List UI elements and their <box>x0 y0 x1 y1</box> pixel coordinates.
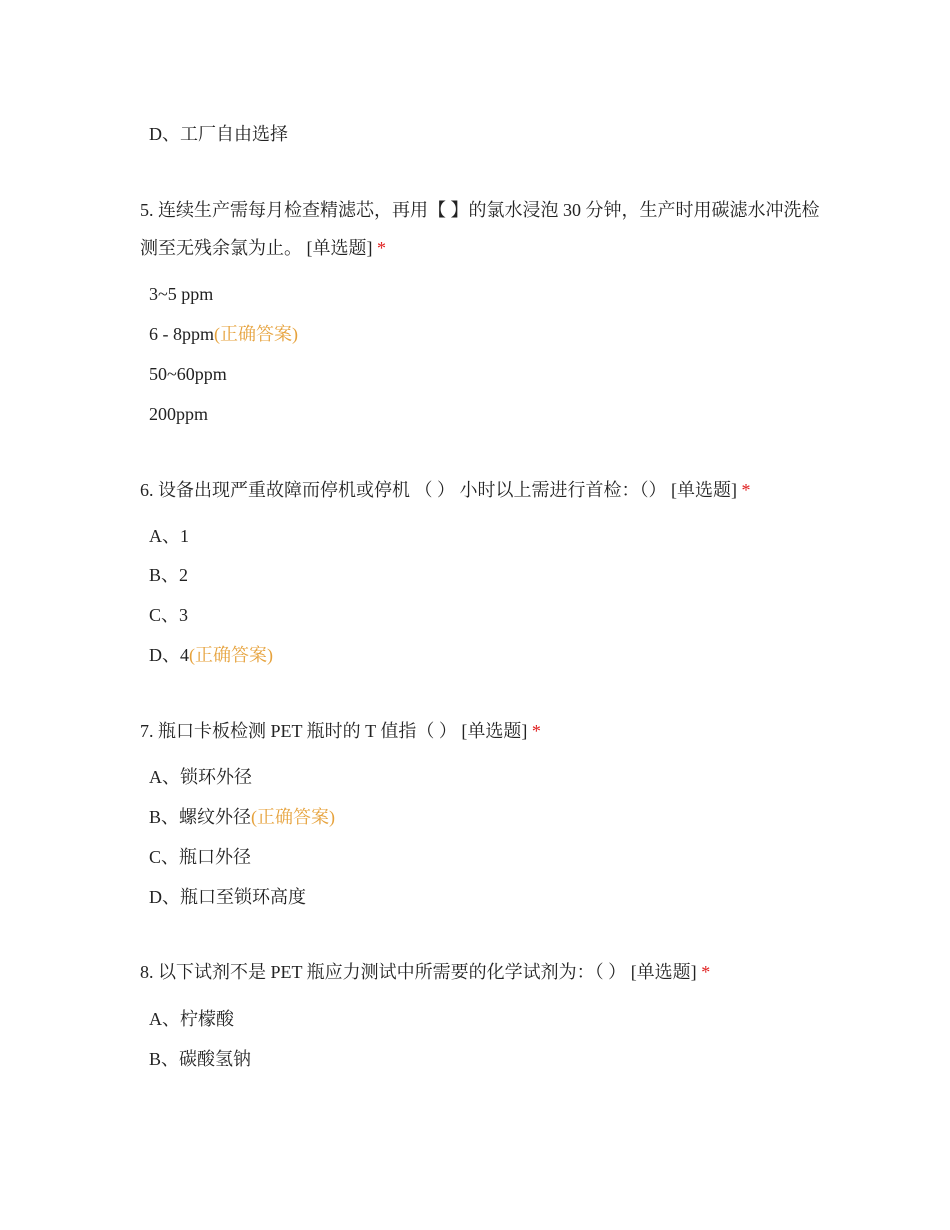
q6-option-b <box>149 563 188 587</box>
question-text: 8. 以下试剂不是 PET 瓶应力测试中所需要的化学试剂为：（ ） <box>140 962 627 982</box>
option-label: B、螺纹外径 <box>149 807 252 827</box>
required-mark: * <box>531 721 541 741</box>
question-text: 6. 设备出现严重故障而停机或停机 （ ） 小时以上需进行首检：（） <box>140 480 667 500</box>
q6-option-a <box>149 524 189 548</box>
q5-option-1 <box>149 282 213 306</box>
question-5-title <box>140 191 820 267</box>
q5-option-2 <box>149 322 298 346</box>
question-type-tag: [单选题] <box>306 238 373 258</box>
question-type-tag: [单选题] <box>630 962 697 982</box>
q7-option-c <box>149 845 251 869</box>
required-mark: * <box>377 238 386 258</box>
option-label: B、碳酸氢钠 <box>149 1049 252 1069</box>
option-label: 3~5 ppm <box>149 284 214 304</box>
question-text: 5. 连续生产需每月检查精滤芯，再用【 】的氯水浸泡 30 分钟，生产时用碳滤水冲洗检测至无残余氯为止。 <box>140 200 820 258</box>
option-label: B、2 <box>149 565 189 585</box>
option-label: D、瓶口至锁环高度 <box>149 887 306 907</box>
question-type-tag: [单选题] <box>671 480 737 500</box>
q7-option-d <box>149 885 306 909</box>
option-label: D、4 <box>149 645 189 665</box>
q6-option-c <box>149 603 188 627</box>
question-7-title <box>140 712 820 750</box>
q5-option-3 <box>149 362 227 386</box>
correct-answer-note: (正确答案) <box>189 645 273 665</box>
correct-answer-note: (正确答案) <box>251 807 336 827</box>
q6-option-d <box>149 643 273 667</box>
required-mark: * <box>701 962 711 982</box>
option-label: A、锁环外径 <box>149 767 252 787</box>
q7-option-b <box>149 805 335 829</box>
question-text: 7. 瓶口卡板检测 PET 瓶时的 T 值指（ ） <box>140 721 457 741</box>
option-prev-d <box>149 122 288 146</box>
option-label: 50~60ppm <box>149 364 227 384</box>
q7-option-a <box>149 765 252 789</box>
option-label: 6 - 8ppm <box>149 324 214 344</box>
option-label: A、1 <box>149 526 189 546</box>
option-label: C、3 <box>149 605 189 625</box>
option-label: 200ppm <box>149 404 209 424</box>
question-6-title <box>140 471 820 509</box>
option-label: A、柠檬酸 <box>149 1009 234 1029</box>
required-mark: * <box>741 480 751 500</box>
question-type-tag: [单选题] <box>461 721 528 741</box>
q8-option-b <box>149 1047 251 1071</box>
question-8-title <box>140 953 820 991</box>
correct-answer-note: (正确答案) <box>214 324 298 344</box>
option-label: D、工厂自由选择 <box>149 124 288 144</box>
q8-option-a <box>149 1007 234 1031</box>
option-label: C、瓶口外径 <box>149 847 252 867</box>
q5-option-4 <box>149 402 208 426</box>
